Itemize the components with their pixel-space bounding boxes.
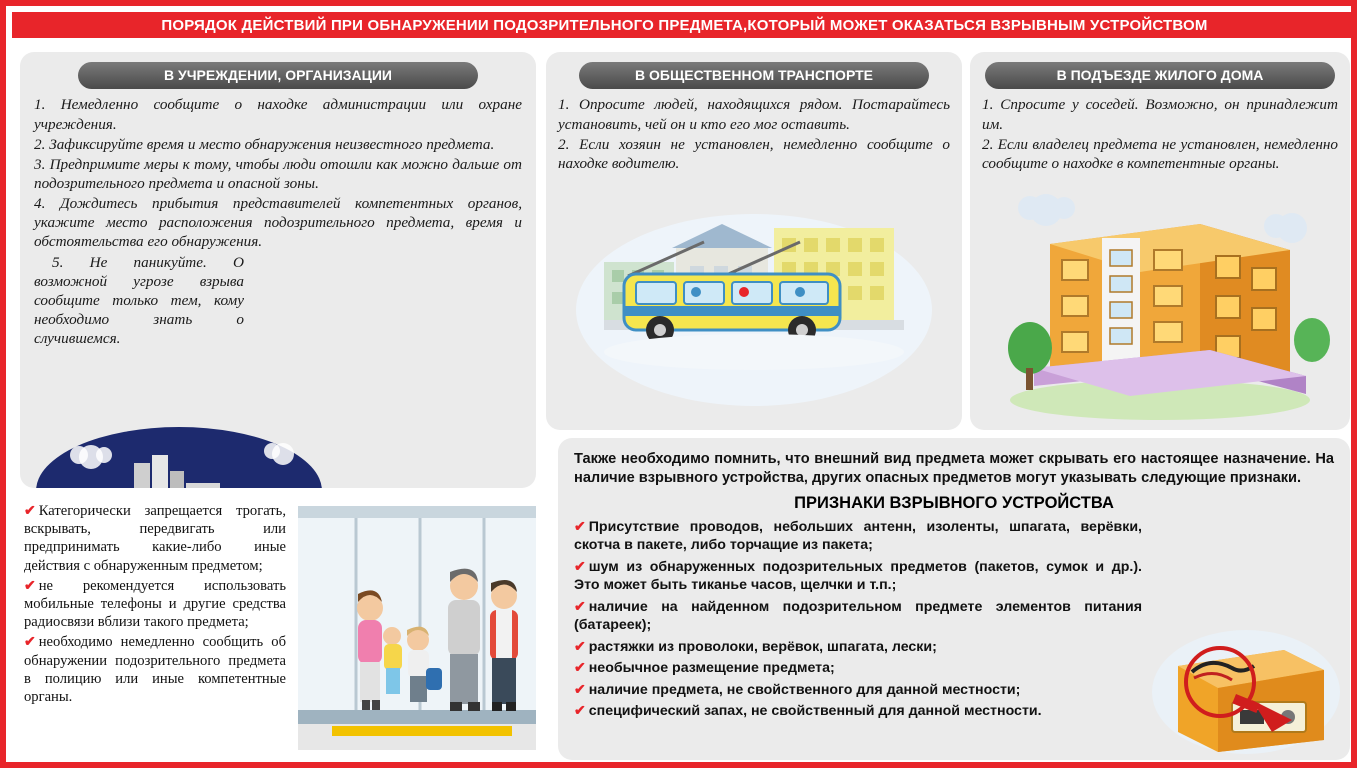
check-icon: ✔ [574,702,586,719]
signs-intro: Также необходимо помнить, что внешний вид предмета может скрывать его настоящее назначение. На наличие взрывного устройства, других опасных предметов могут указывать следующие признаки. [574,451,1334,486]
signs-list [558,517,1158,721]
prohibitions-block [20,498,536,760]
card-entrance-header: В ПОДЪЕЗДЕ ЖИЛОГО ДОМА [985,62,1335,89]
factory-illustration [34,425,324,488]
card-institution [20,52,536,488]
institution-item: 5. Не паникуйте. О возможной угрозе взрыва сообщите только тем, кому необходимо знать о случившемся. [34,253,244,348]
check-icon: ✔ [574,637,586,654]
card-institution-header: В УЧРЕЖДЕНИИ, ОРГАНИЗАЦИИ [78,62,478,89]
card-transport [546,52,962,430]
prohibition-item: ✔ не рекомендуется использовать мобильные телефоны и другие средства радиосвязи вблизи такого предмета; [24,577,286,631]
sign-item: ✔ наличие на найденном подозрительном предмете элементов питания (батареек); [574,597,1142,634]
prohibitions-list [24,502,286,708]
signs-title: ПРИЗНАКИ ВЗРЫВНОГО УСТРОЙСТВА [794,493,1114,512]
apartment-building-illustration [990,172,1330,422]
sign-item: ✔ специфический запах, не свойственный для данной местности. [574,702,1042,720]
prohibition-item: ✔ Категорически запрещается трогать, вскрывать, передвигать или предпринимать какие-либо иные действия с обнаруженным предметом; [24,503,286,574]
card-entrance-body [970,95,1350,173]
check-icon: ✔ [574,557,586,574]
sign-item: ✔ необычное размещение предмета; [574,659,835,677]
card-transport-header: В ОБЩЕСТВЕННОМ ТРАНСПОРТЕ [579,62,929,89]
entrance-item: 1. Спросите у соседей. Возможно, он принадлежит им. [982,96,1338,133]
institution-item: 1. Немедленно сообщите о находке администрации или охране учреждения. [34,96,522,133]
prohibition-item: ✔ необходимо немедленно сообщить об обнаружении подозрительного предмета в полицию или иные компетентные органы. [24,634,286,705]
entrance-item: 2. Если владелец предмета не установлен, немедленно сообщите о находке в компетентные органы. [982,135,1338,172]
sign-item: ✔ растяжки из проволоки, верёвок, шпагата, лески; [574,637,937,655]
institution-item: 4. Дождитесь прибытия представителей компетентных органов, укажите место расположения подозрительного предмета, время и обстоятельства его обнаружения. [34,195,522,251]
card-institution-body [20,95,536,348]
signs-block [558,438,1350,760]
check-icon: ✔ [574,659,586,676]
bus-stop-people-illustration [292,500,536,756]
card-transport-body [546,95,962,173]
sign-item: ✔ Присутствие проводов, небольших антенн, изоленты, шпагата, верёвки, скотча в пакете, либо торчащие из пакета; [574,517,1142,554]
check-icon: ✔ [24,635,36,651]
institution-item: 3. Предпримите меры к тому, чтобы люди отошли как можно дальше от подозрительного предмета и опасной зоны. [34,155,522,192]
page-title: ПОРЯДОК ДЕЙСТВИЙ ПРИ ОБНАРУЖЕНИИ ПОДОЗРИТЕЛЬНОГО ПРЕДМЕТА,КОТОРЫЙ МОЖЕТ ОКАЗАТЬСЯ ВЗРЫВНЫМ УСТРОЙСТВОМ [12,12,1357,38]
institution-item: 2. Зафиксируйте время и место обнаружения неизвестного предмета. [34,135,495,153]
check-icon: ✔ [574,517,586,534]
sign-item: ✔ шум из обнаруженных подозрительных предметов (пакетов, сумок и др.). Это может быть тиканье часов, щелчки и т.п.; [574,557,1142,594]
trolleybus-illustration [564,202,944,412]
check-icon: ✔ [24,578,36,594]
check-icon: ✔ [574,680,586,697]
sign-item: ✔ наличие предмета, не свойственного для данной местности; [574,680,1021,698]
card-entrance [970,52,1350,430]
transport-item: 1. Опросите людей, находящихся рядом. Постарайтесь установить, чей он и кто его мог оставить. [558,96,950,133]
check-icon: ✔ [24,504,36,519]
check-icon: ✔ [574,597,586,614]
explosive-device-illustration [1148,616,1344,756]
transport-item: 2. Если хозяин не установлен, немедленно сообщите о находке водителю. [558,135,950,172]
